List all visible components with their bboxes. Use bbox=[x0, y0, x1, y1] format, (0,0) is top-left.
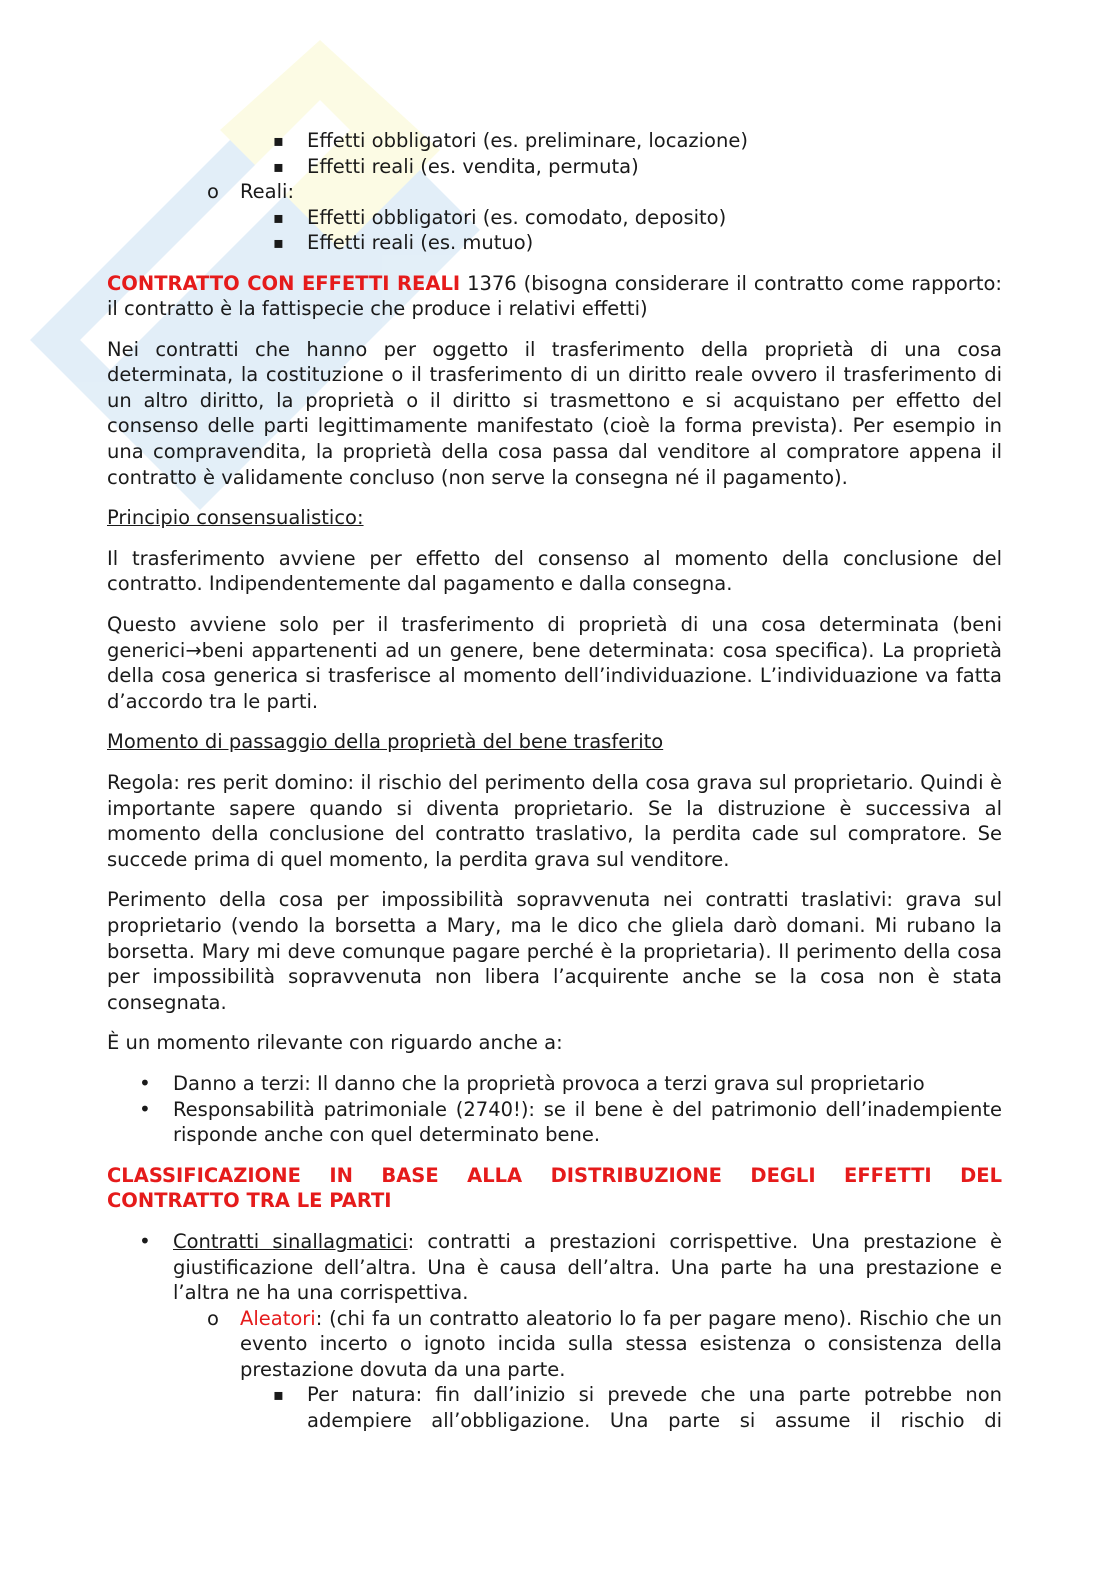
section2-bullet-list bbox=[107, 1229, 1002, 1306]
section1-heading-rest: 1376 (bisogna considerare il contratto come rapporto: il contratto è la fattispecie che produce i relativi effetti) bbox=[107, 271, 1003, 321]
list-item: ▪ Effetti reali (es. mutuo) bbox=[107, 230, 1002, 256]
document-page bbox=[107, 128, 1002, 1434]
list-item: ▪ Effetti obbligatori (es. preliminare, locazione) bbox=[107, 128, 1002, 154]
sub-item-aleatori: o Aleatori: (chi fa un contratto aleatorio lo fa per pagare meno). Rischio che un evento incerto o ignoto incida sulla stessa esistenza o consistenza della prestazione dovuta da una parte. bbox=[107, 1306, 1002, 1383]
list-item: • Contratti sinallagmatici: contratti a prestazioni corrispettive. Una prestazione è giustificazione dell’altra. Una è causa dell’altra. Una parte ha una prestazione e l’altra ne ha una corrispettiva. bbox=[107, 1229, 1002, 1306]
section1-intro bbox=[107, 271, 1002, 322]
subheading-principio: Principio consensualistico: bbox=[107, 506, 364, 530]
list-item: ▪ Effetti reali (es. vendita, permuta) bbox=[107, 154, 1002, 180]
sub-sub-item-natura: ▪ Per natura: fin dall’inizio si prevede che una parte potrebbe non adempiere all’obbligazione. Una parte si assume il rischio di bbox=[107, 1382, 1002, 1433]
list-item: • Responsabilità patrimoniale (2740!): se il bene è del patrimonio dell’inadempiente risponde anche con quel determinato bene. bbox=[107, 1097, 1002, 1148]
top-list bbox=[107, 128, 1002, 256]
section1-paragraph-3: Questo avviene solo per il trasferimento di proprietà di una cosa determinata (beni generici→beni appartenenti ad un genere, bene determinata: cosa specifica). La proprietà della cosa generica si trasferisce al momento dell’individuazione. L’individuazione va fatta d’accordo tra le parti. bbox=[107, 613, 1002, 713]
list-item: o Reali: bbox=[107, 179, 1002, 205]
section1-paragraph-1: Nei contratti che hanno per oggetto il trasferimento della proprietà di una cosa determinata, la costituzione o il trasferimento di un diritto reale ovvero il trasferimento di un altro diritto, la proprietà o il diritto si trasmettono e si acquistano per effetto del consenso delle parti legittimamente manifestato (cioè la forma prevista). Per esempio in una compravendita, la proprietà della cosa passa dal venditore al compratore appena il contratto è validamente concluso (non serve la consegna né il pagamento). bbox=[107, 337, 1002, 489]
arrow-icon: → bbox=[185, 638, 202, 662]
list-item: • Danno a terzi: Il danno che la proprietà provoca a terzi grava sul proprietario bbox=[107, 1071, 1002, 1097]
section1-paragraph-5: Perimento della cosa per impossibilità sopravvenuta nei contratti traslativi: grava sul proprietario (vendo la borsetta a Mary, ma le dico che gliela darò domani. Mi rubano la borsetta. Mary mi deve comunque pagare perché è la proprietaria). Il perimento della cosa per impossibilità sopravvenuta non libera l’acquirente anche se la cosa non è stata consegnata. bbox=[107, 888, 1002, 1014]
section1-paragraph-2: Il trasferimento avviene per effetto del consenso al momento della conclusione del contratto. Indipendentemente dal pagamento e dalla consegna. bbox=[107, 546, 1002, 596]
section1-paragraph-4: Regola: res perit domino: il rischio del perimento della cosa grava sul proprietario. Quindi è importante sapere quando si diventa proprietario. Se la distruzione è successiva al momento della conclusione del contratto traslativo, la perdita cade sul compratore. Se succede prima di quel momento, la perdita grava sul venditore. bbox=[107, 771, 1002, 871]
section1-bullet-list bbox=[107, 1071, 1002, 1148]
section1-paragraph-6: È un momento rilevante con riguardo anche a: bbox=[107, 1031, 563, 1055]
list-item: ▪ Effetti obbligatori (es. comodato, deposito) bbox=[107, 205, 1002, 231]
section2-heading: CLASSIFICAZIONE IN BASE ALLA DISTRIBUZIONE DEGLI EFFETTI DEL CONTRATTO TRA LE PARTI bbox=[107, 1163, 1002, 1213]
section1-heading: CONTRATTO CON EFFETTI REALI bbox=[107, 271, 461, 295]
subheading-momento: Momento di passaggio della proprietà del bene trasferito bbox=[107, 730, 664, 754]
